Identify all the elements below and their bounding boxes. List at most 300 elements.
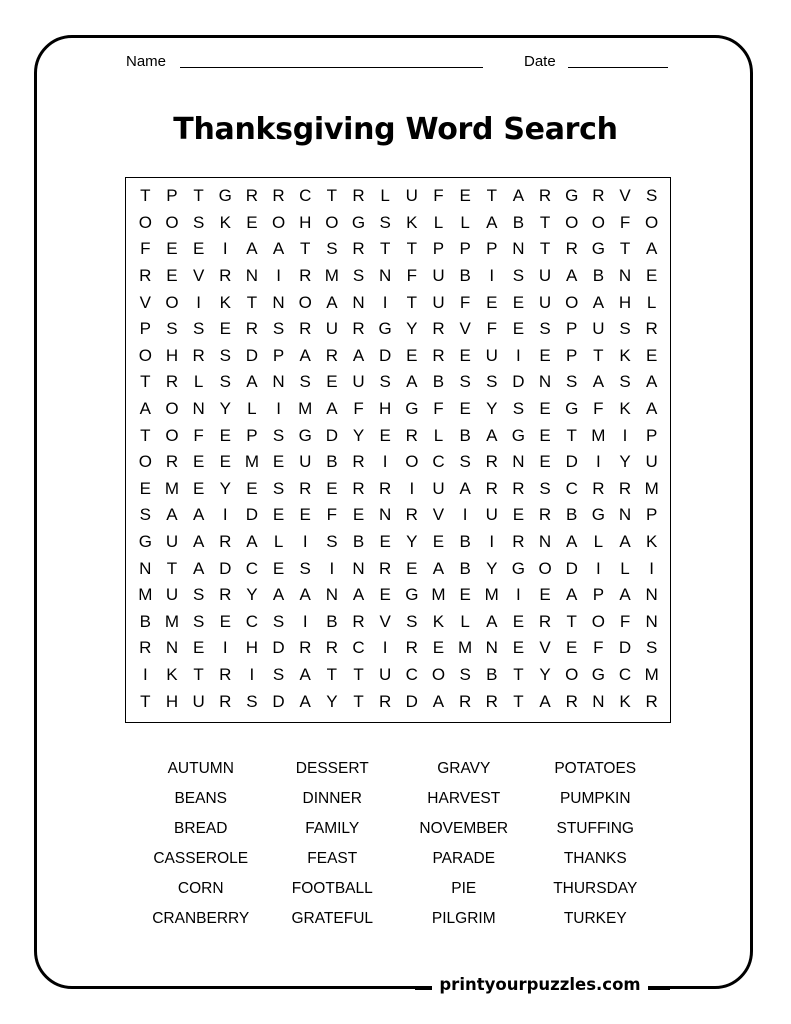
grid-letter: Y [219,478,231,498]
grid-letter: K [645,532,658,552]
word-list-item: DESSERT [295,760,369,777]
grid-letter: R [352,186,365,206]
grid-letter: N [592,691,605,711]
grid-letter: S [272,611,285,631]
grid-letter: D [618,638,632,658]
grid-letter: R [432,319,445,339]
grid-letter: E [539,399,551,419]
grid-letter: R [405,638,418,658]
grid-letter: V [539,638,551,658]
grid-letter: F [406,266,417,286]
grid-letter: P [246,425,258,445]
grid-letter: V [379,611,391,631]
grid-letter: A [486,611,498,631]
grid-letter: N [165,638,179,658]
grid-letter: O [645,212,659,232]
grid-letter: I [142,665,148,685]
grid-letter: U [592,319,605,339]
grid-letter: N [272,372,285,392]
grid-letter: N [618,505,632,525]
grid-letter: H [165,691,179,711]
grid-letter: S [379,372,391,392]
grid-letter: R [245,186,259,206]
grid-letter: E [459,585,471,605]
grid-letter: O [565,665,579,685]
grid-letter: E [379,425,391,445]
grid-letter: D [565,558,578,578]
grid-letter: A [299,345,311,365]
grid-letter: O [138,452,152,472]
grid-letter: G [565,186,579,206]
grid-letter: E [645,345,658,365]
grid-letter: R [165,372,179,392]
grid-letter: M [644,665,659,685]
grid-letter: E [486,292,498,312]
grid-letter: M [458,638,473,658]
grid-letter: R [458,691,472,711]
grid-letter: R [485,452,498,472]
grid-letter: R [352,319,365,339]
grid-letter: P [272,345,285,365]
grid-letter: Y [406,532,418,552]
grid-letter: A [139,399,151,419]
grid-letter: L [460,611,470,631]
grid-letter: P [645,425,658,445]
grid-letter: U [432,266,445,286]
grid-letter: E [166,239,178,259]
grid-letter: O [431,665,446,685]
word-list-item: BEANS [174,790,228,807]
grid-letter: L [460,212,470,232]
grid-letter: I [382,638,388,658]
grid-letter: T [166,558,178,578]
grid-letter: G [565,399,579,419]
grid-letter: S [192,585,205,605]
grid-letter: B [566,505,578,525]
grid-letter: I [516,585,521,605]
grid-letter: E [379,532,391,552]
grid-letter: I [276,399,281,419]
grid-letter: M [298,399,313,419]
grid-letter: A [246,239,258,259]
word-list-item: THURSDAY [553,880,638,897]
grid-letter: O [565,292,579,312]
grid-letter: A [432,691,445,711]
grid-letter: U [538,292,552,312]
grid-letter: E [246,212,258,232]
word-list-item: THANKS [563,850,627,867]
word-list-item: TURKEY [563,910,627,927]
grid-letter: S [379,212,391,232]
grid-letter: F [593,399,604,419]
grid-letter: L [380,186,390,206]
grid-letter: Y [539,665,551,685]
grid-letter: G [405,585,419,605]
grid-letter: R [432,345,445,365]
word-list-item: HARVEST [427,790,501,807]
grid-letter: R [645,319,658,339]
word-list-item: FAMILY [305,820,360,837]
grid-letter: T [406,292,417,312]
grid-letter: N [379,505,392,525]
grid-letter: R [592,186,605,206]
grid-letter: C [405,665,418,685]
grid-letter: S [326,532,338,552]
grid-letter: A [246,372,258,392]
grid-letter: R [485,478,498,498]
grid-letter: S [192,319,205,339]
grid-letter: R [538,505,552,525]
word-list-item: GRATEFUL [291,910,374,927]
date-line [568,67,668,68]
grid-letter: E [539,452,551,472]
grid-letter: F [619,611,631,631]
grid-letter: B [459,532,471,552]
grid-letter: S [272,425,285,445]
grid-letter: B [459,558,471,578]
grid-letter: N [272,292,285,312]
grid-letter: U [379,665,392,685]
grid-letter: F [140,239,151,259]
grid-letter: O [138,345,152,365]
grid-letter: P [566,319,578,339]
grid-letter: C [432,452,445,472]
grid-letter: E [246,478,258,498]
grid-letter: I [622,425,628,445]
grid-letter: E [272,505,285,525]
grid-letter: A [299,585,311,605]
word-list-item: AUTUMN [167,760,234,777]
grid-letter: M [164,611,180,631]
grid-letter: M [324,266,339,286]
grid-letter: U [299,452,312,472]
grid-letter: K [219,212,231,232]
grid-letter: O [538,558,552,578]
grid-letter: T [353,691,364,711]
grid-letter: A [592,292,605,312]
grid-letter: U [485,345,498,365]
grid-letter: L [433,212,444,232]
grid-letter: R [219,532,232,552]
grid-letter: B [592,266,605,286]
word-list-item: STUFFING [556,820,634,837]
grid-letter: G [591,239,605,259]
grid-letter: S [539,478,551,498]
grid-letter: A [459,478,471,498]
grid-letter: Y [219,399,231,419]
grid-letter: E [192,638,205,658]
grid-letter: R [325,638,338,658]
word-list-item: FOOTBALL [291,880,373,897]
grid-letter: S [272,478,285,498]
word-list-item: DINNER [302,790,362,807]
grid-letter: N [538,372,552,392]
grid-letter: S [619,319,631,339]
grid-letter: R [299,266,312,286]
grid-letter: G [511,425,526,445]
grid-letter: N [538,532,552,552]
grid-letter: N [325,585,338,605]
grid-letter: P [592,585,605,605]
grid-letter: L [247,399,257,419]
grid-letter: T [539,239,551,259]
grid-letter: E [219,425,231,445]
grid-letter: E [406,345,418,365]
word-list-item: CRANBERRY [152,910,250,927]
grid-letter: S [272,319,285,339]
grid-letter: Y [619,452,631,472]
page-title: Thanksgiving Word Search [173,112,618,147]
grid-letter: O [165,425,179,445]
grid-letter: B [512,212,525,232]
grid-letter: E [512,638,525,658]
grid-letter: T [566,611,577,631]
grid-letter: E [539,425,551,445]
grid-letter: C [245,558,259,578]
grid-letter: I [596,452,601,472]
grid-letter: E [459,345,471,365]
grid-letter: A [352,345,365,365]
grid-letter: A [192,532,205,552]
grid-letter: P [432,239,445,259]
grid-letter: E [432,638,445,658]
word-list-item: PARADE [432,850,496,867]
grid-letter: I [329,558,335,578]
grid-letter: E [139,478,151,498]
grid-letter: Y [486,399,498,419]
grid-letter: R [352,452,365,472]
grid-letter: V [619,186,631,206]
grid-letter: A [645,239,658,259]
grid-letter: R [165,452,179,472]
grid-letter: A [192,558,205,578]
grid-letter: T [246,292,258,312]
grid-letter: U [325,319,338,339]
grid-letter: O [405,452,419,472]
name-line [180,67,483,68]
grid-letter: P [486,239,498,259]
grid-letter: S [192,611,205,631]
grid-letter: E [192,452,205,472]
grid-letter: R [379,691,392,711]
grid-letter: R [592,478,605,498]
grid-letter: E [512,319,525,339]
grid-letter: M [484,585,499,605]
grid-letter: S [219,345,231,365]
grid-letter: K [619,345,631,365]
grid-letter: G [405,399,419,419]
grid-letter: R [485,691,498,711]
grid-letter: O [138,212,152,232]
grid-letter: T [539,212,551,232]
grid-letter: A [272,239,285,259]
grid-letter: A [539,691,551,711]
grid-letter: A [299,691,311,711]
grid-letter: R [219,266,232,286]
grid-letter: I [302,611,308,631]
grid-letter: O [165,292,179,312]
grid-letter: G [351,212,366,232]
grid-letter: O [565,212,579,232]
grid-letter: I [516,345,521,365]
grid-letter: N [512,239,525,259]
grid-letter: U [538,266,552,286]
grid-letter: M [138,585,153,605]
grid-letter: A [566,585,578,605]
grid-letter: A [166,505,178,525]
grid-letter: U [165,585,179,605]
grid-letter: D [325,425,338,445]
grid-letter: R [245,319,259,339]
grid-letter: C [299,186,312,206]
grid-letter: N [512,452,525,472]
grid-letter: D [272,638,285,658]
grid-letter: T [300,239,311,259]
grid-letter: A [592,372,605,392]
grid-letter: P [566,345,578,365]
word-list-item: NOVEMBER [419,820,509,837]
grid-letter: O [591,212,605,232]
grid-letter: E [219,611,231,631]
grid-letter: S [459,372,471,392]
grid-letter: S [645,186,658,206]
grid-letter: T [513,665,524,685]
grid-letter: C [565,478,578,498]
grid-letter: T [406,239,417,259]
grid-letter: O [591,611,605,631]
grid-letter: T [326,665,338,685]
grid-letter: U [405,186,418,206]
grid-letter: N [352,558,365,578]
grid-letter: O [271,212,286,232]
grid-letter: F [619,212,631,232]
grid-letter: V [459,319,471,339]
grid-letter: D [379,345,392,365]
grid-letter: S [619,372,631,392]
grid-letter: S [512,399,525,419]
grid-letter: I [489,532,495,552]
grid-letter: C [618,665,632,685]
grid-letter: F [433,399,444,419]
word-list-item: CASSEROLE [153,850,249,867]
grid-letter: Y [246,585,258,605]
grid-letter: R [512,478,525,498]
grid-letter: A [326,399,338,419]
grid-letter: V [432,505,445,525]
grid-letter: T [619,239,631,259]
grid-letter: A [512,186,525,206]
grid-letter: I [489,266,495,286]
grid-letter: E [539,585,551,605]
grid-letter: H [379,399,392,419]
grid-letter: R [645,691,658,711]
grid-letter: R [405,505,418,525]
grid-letter: E [566,638,578,658]
grid-letter: N [139,558,152,578]
grid-letter: V [139,292,151,312]
grid-letter: A [645,372,658,392]
grid-letter: I [196,292,201,312]
grid-letter: P [459,239,471,259]
grid-letter: G [138,532,152,552]
grid-letter: U [645,452,658,472]
grid-letter: M [244,452,259,472]
date-label: Date [524,53,556,70]
grid-letter: V [192,266,205,286]
grid-letter: A [272,585,285,605]
grid-letter: P [166,186,178,206]
grid-letter: A [619,585,631,605]
grid-letter: E [219,452,231,472]
grid-letter: I [276,266,281,286]
grid-letter: T [593,345,604,365]
grid-letter: A [192,505,205,525]
footer-site: printyourpuzzles.com [432,975,648,994]
grid-letter: B [459,266,471,286]
grid-letter: T [140,372,151,392]
grid-letter: S [326,239,338,259]
grid-letter: N [618,266,632,286]
grid-letter: S [645,638,658,658]
word-list-item: POTATOES [554,760,637,777]
grid-letter: P [645,505,658,525]
grid-letter: A [486,425,498,445]
grid-letter: S [459,665,471,685]
grid-letter: K [406,212,418,232]
grid-letter: I [409,478,415,498]
grid-letter: I [649,558,655,578]
grid-letter: R [512,532,525,552]
grid-letter: H [165,345,179,365]
grid-letter: L [193,372,204,392]
grid-letter: N [352,292,365,312]
grid-letter: A [486,212,498,232]
grid-letter: N [645,611,658,631]
grid-letter: O [165,399,179,419]
grid-letter: S [139,505,151,525]
grid-letter: E [299,505,311,525]
grid-letter: E [512,611,525,631]
word-list-item: FEAST [307,850,358,867]
grid-letter: Y [406,319,418,339]
grid-letter: S [406,611,418,631]
grid-letter: A [566,532,578,552]
grid-letter: E [645,266,658,286]
grid-letter: A [406,372,418,392]
grid-letter: S [299,558,311,578]
grid-letter: E [539,345,551,365]
grid-letter: A [326,292,338,312]
grid-letter: A [432,558,445,578]
grid-letter: E [352,505,365,525]
grid-letter: O [298,292,312,312]
grid-letter: T [379,239,391,259]
grid-letter: R [272,186,285,206]
grid-letter: R [379,478,392,498]
grid-letter: T [566,425,577,445]
grid-letter: E [219,319,231,339]
grid-letter: K [619,691,631,711]
grid-letter: B [432,372,445,392]
grid-letter: U [165,532,179,552]
grid-letter: A [299,665,311,685]
grid-letter: I [382,452,388,472]
grid-letter: U [352,372,365,392]
grid-letter: P [139,319,151,339]
grid-letter: L [646,292,657,312]
grid-letter: D [272,691,285,711]
grid-letter: F [486,319,497,339]
